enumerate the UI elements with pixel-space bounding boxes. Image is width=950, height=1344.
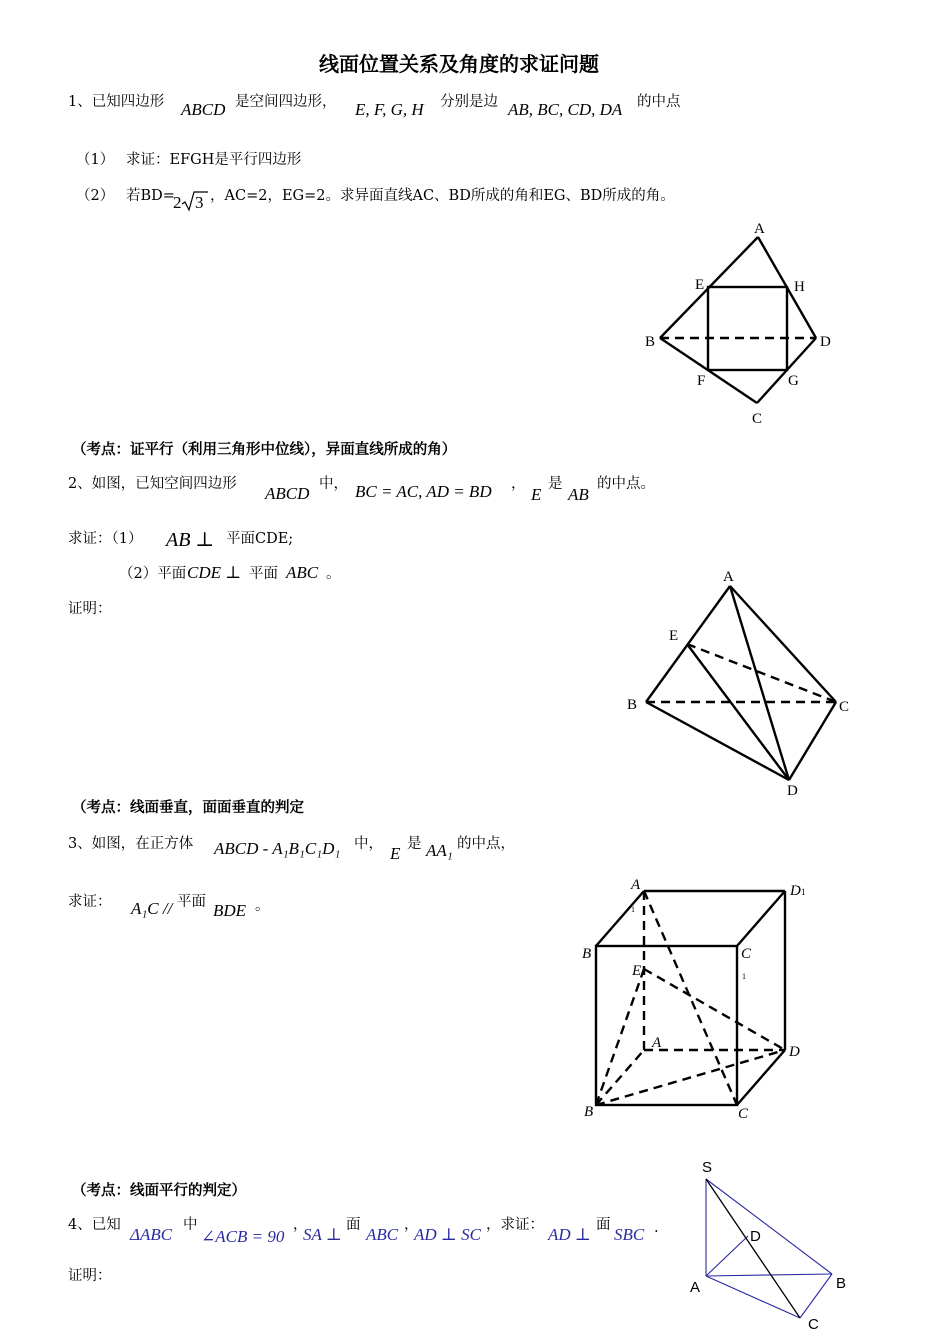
fig3-label-a1-sub: 1 xyxy=(631,905,635,914)
q1-part1-text: 求证：EFGH是平行四边形 xyxy=(126,152,302,168)
fig2-label-b: B xyxy=(627,697,638,713)
q3-prefix: 3、如图，在正方体 xyxy=(68,836,194,852)
q1-part1-number: （1） xyxy=(76,152,115,168)
fig3-label-b: B xyxy=(584,1104,594,1120)
fig1-label-h: H xyxy=(794,279,805,295)
q4-math-ad-sc: AD ⊥ SC xyxy=(414,1225,481,1244)
q1-text-edges: 分别是边 xyxy=(440,94,498,110)
q4-math-triangle: ΔABC xyxy=(130,1225,173,1244)
q2-text-comma: ， xyxy=(511,476,526,492)
q2-math-cond: BC = AC, AD = BD xyxy=(355,482,492,501)
q2-text-zhong: 中， xyxy=(319,476,348,492)
fig3-label-d: D xyxy=(789,1044,800,1060)
fig4-label-b: B xyxy=(836,1275,847,1292)
q3-text-midpoint: 的中点， xyxy=(457,836,515,852)
q2-text-period: 。 xyxy=(326,566,341,582)
q3-math-e: E xyxy=(390,844,401,863)
q1-part2-number: （2） xyxy=(76,188,115,204)
q2-math-perp2: CDE ⊥ xyxy=(187,563,242,582)
q2-math-ab: AB xyxy=(568,485,589,504)
q4-text-comma2: ， xyxy=(404,1217,419,1233)
fig3-label-d1: D xyxy=(790,883,801,899)
q4-proof-label: 证明： xyxy=(68,1268,112,1284)
q4-math-sbc: SBC xyxy=(614,1225,645,1244)
q3-math-bde: BDE xyxy=(213,901,247,920)
fig4-label-c: C xyxy=(808,1316,819,1333)
q4-text-period: . xyxy=(654,1220,659,1236)
fig3-label-d1-sub: 1 xyxy=(801,887,806,897)
q2-math-abcd: ABCD xyxy=(265,484,310,503)
fig4-line-ad xyxy=(706,1236,748,1276)
q3-math-aa1: AA₁ xyxy=(426,841,453,860)
fig1-label-b: B xyxy=(645,334,656,350)
q4-text-comma3: ，求证： xyxy=(486,1217,544,1233)
q3-text-shi: 是 xyxy=(407,836,422,852)
fig3-label-c1: C xyxy=(741,946,752,962)
q1-math-edges: AB, BC, CD, DA xyxy=(508,100,623,119)
q1-math-abcd: ABCD xyxy=(181,100,226,119)
q2-text-midpoint: 的中点。 xyxy=(597,476,655,492)
q2-math-e: E xyxy=(531,485,542,504)
q4-text-mian1: 面 xyxy=(346,1217,361,1233)
q4-math-angle: ∠ACB = 90 xyxy=(201,1227,285,1246)
q4-prefix: 4、已知 xyxy=(68,1217,121,1233)
q4-text-zhong: 中 xyxy=(183,1217,198,1233)
fig1-label-a: A xyxy=(754,221,765,237)
q2-prove-label: 求证：（1） xyxy=(68,531,143,547)
fig1-label-g: G xyxy=(788,373,799,389)
q1-sqrt-coef: 2 xyxy=(173,193,182,212)
fig4-label-a: A xyxy=(690,1279,701,1296)
q1-math-efgh: E, F, G, H xyxy=(355,100,424,119)
fig1-label-f: F xyxy=(697,373,706,389)
fig4-label-d: D xyxy=(750,1228,761,1245)
fig4-edge-sb xyxy=(706,1179,832,1274)
q2-prefix: 2、如图，已知空间四边形 xyxy=(68,476,237,492)
q4-text-comma1: ， xyxy=(293,1217,308,1233)
fig2-label-d: D xyxy=(787,783,798,799)
fig3-label-b1: B xyxy=(582,946,592,962)
q1-kaodian: （考点：证平行（利用三角形中位线），异面直线所成的角） xyxy=(72,442,457,458)
page-title: 线面位置关系及角度的求证问题 xyxy=(319,52,599,76)
q4-math-abc: ABC xyxy=(366,1225,399,1244)
fig3-label-a1: A xyxy=(631,877,641,893)
q2-math-abc: ABC xyxy=(286,563,319,582)
q2-part2-pre: （2）平面 xyxy=(119,566,187,582)
q3-text-period: 。 xyxy=(255,898,270,914)
fig2-label-c: C xyxy=(839,699,850,715)
q3-text-plane: 平面 xyxy=(177,894,206,910)
q2-kaodian: （考点：线面垂直，面面垂直的判定 xyxy=(72,800,304,816)
q4-text-mian2: 面 xyxy=(596,1217,611,1233)
q3-prove-label: 求证： xyxy=(68,894,112,910)
q3-text-zhong: 中， xyxy=(354,836,383,852)
q2-math-perp1: AB ⊥ xyxy=(166,529,215,551)
fig1-label-e: E xyxy=(695,277,705,293)
q1-part2-post: ，AC=2，EG=2。求异面直线AC、BD所成的角和EG、BD所成的角。 xyxy=(210,188,675,204)
fig3-label-a: A xyxy=(652,1035,662,1051)
fig3-label-e: E xyxy=(632,963,642,979)
q1-sqrt-radicand: 3 xyxy=(195,193,204,212)
fig1-label-c: C xyxy=(752,411,763,427)
q2-text-plane: 平面 xyxy=(249,566,278,582)
q1-prefix: 1、已知四边形 xyxy=(68,94,165,110)
q4-math-sa: SA ⊥ xyxy=(303,1225,342,1244)
fig2-label-e: E xyxy=(669,628,679,644)
fig3-label-c: C xyxy=(738,1106,749,1122)
q1-text-midpoint: 的中点 xyxy=(637,94,681,110)
q3-kaodian: （考点：线面平行的判定） xyxy=(72,1183,246,1199)
fig2-label-a: A xyxy=(723,569,734,585)
fig4-edge-ab xyxy=(706,1274,832,1276)
fig4-label-s: S xyxy=(702,1159,713,1176)
q2-proof-label: 证明： xyxy=(68,601,112,617)
q3-math-cube: ABCD - A₁B₁C₁D₁ xyxy=(214,839,341,858)
q2-text-shi: 是 xyxy=(548,476,563,492)
fig1-label-d: D xyxy=(820,334,831,350)
q1-part2-pre: 若BD= xyxy=(126,188,175,204)
q1-text-spatial: 是空间四边形， xyxy=(235,94,337,110)
q2-text-plane-cde: 平面CDE; xyxy=(226,531,294,547)
fig3-label-c1-sub: 1 xyxy=(742,972,746,981)
fig4-edge-bc xyxy=(800,1274,832,1318)
q3-math-a1c: A₁C // xyxy=(131,899,173,918)
q4-math-ad: AD ⊥ xyxy=(548,1225,591,1244)
